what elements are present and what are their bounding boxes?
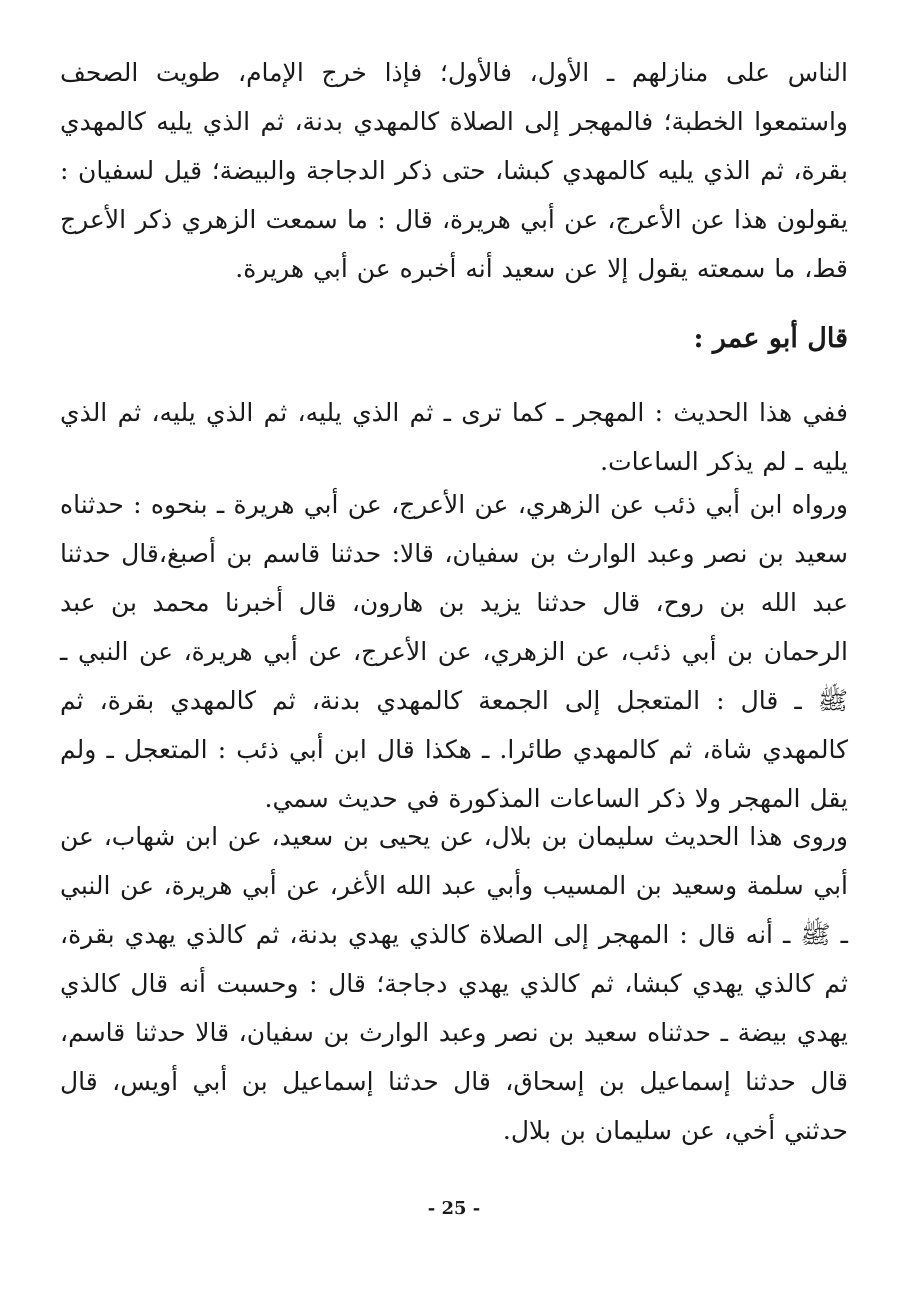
book-page <box>60 0 848 1316</box>
paragraph-1: الناس على منازلهم ـ الأول، فالأول؛ فإذا خرج الإمام، طويت الصحف واستمعوا الخطبة؛ فالمهجر إلى الصلاة كالمهدي بدنة، ثم الذي يليه كالمهدي بقرة، ثم الذي يليه كالمهدي كبشا، حتى ذكر الدجاجة والبيضة؛ قيل لسفيان : يقولون هذا عن الأعرج، عن أبي هريرة، قال : ما سمعت الزهري ذكر الأعرج قط، ما سمعته يقول إلا عن سعيد أنه أخبره عن أبي هريرة. <box>60 58 848 283</box>
paragraph-3: ورواه ابن أبي ذئب عن الزهري، عن الأعرج، عن أبي هريرة ـ بنحوه : حدثناه سعيد بن نصر وعبد الوارث بن سفيان، قالا: حدثنا قاسم بن أصبغ،قال حدثنا عبد الله بن روح، قال حدثنا يزيد بن هارون، قال أخبرنا محمد بن عبد الرحمان بن أبي ذئب، عن الزهري، عن الأعرج، عن أبي هريرة، عن النبي ـ ﷺ ـ قال : المتعجل إلى الجمعة كالمهدي بدنة، ثم كالمهدي بقرة، ثم كالمهدي شاة، ثم كالمهدي طائرا. ـ هكذا قال ابن أبي ذئب : المتعجل ـ ولم يقل المهجر ولا ذكر الساعات المذكورة في حديث سمي. <box>60 490 848 813</box>
paragraph-4: وروى هذا الحديث سليمان بن بلال، عن يحيى بن سعيد، عن ابن شهاب، عن أبي سلمة وسعيد بن المسيب وأبي عبد الله الأغر، عن أبي هريرة، عن النبي ـ ﷺ ـ أنه قال : المهجر إلى الصلاة كالذي يهدي بدنة، ثم كالذي يهدي بقرة، ثم كالذي يهدي كبشا، ثم كالذي يهدي دجاجة؛ قال : وحسبت أنه قال كالذي يهدي بيضة ـ حدثناه سعيد بن نصر وعبد الوارث بن سفيان، قالا حدثنا قاسم، قال حدثنا إسماعيل بن إسحاق، قال حدثنا إسماعيل بن أبي أويس، قال حدثني أخي، عن سليمان بن بلال. <box>60 822 848 1145</box>
page-number: - 25 - <box>427 1198 481 1219</box>
paragraph-2: ففي هذا الحديث : المهجر ـ كما ترى ـ ثم الذي يليه، ثم الذي يليه، ثم الذي يليه ـ لم يذكر الساعات. <box>60 398 848 476</box>
section-heading: قال أبو عمر : <box>693 323 848 354</box>
